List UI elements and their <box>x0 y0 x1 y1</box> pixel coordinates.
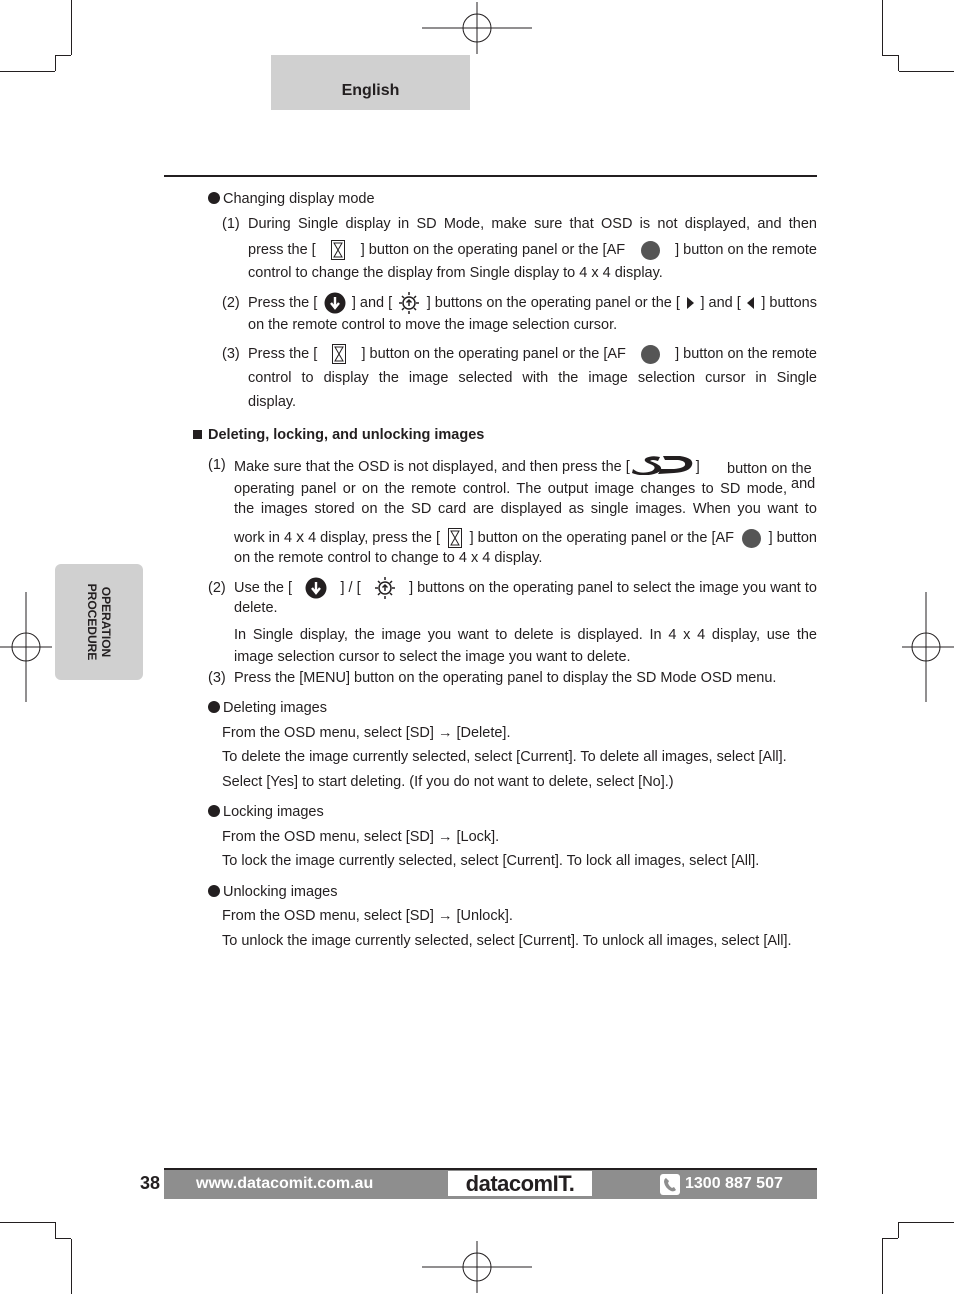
datacomit-logo: datacomIT. <box>448 1171 592 1196</box>
unlocking-heading-text: Unlocking images <box>223 884 338 900</box>
unlocking-line1: From the OSD menu, select [SD] → [Unlock]. <box>222 908 513 924</box>
s1-item3-line3: display. <box>248 394 297 410</box>
sd-logo-icon <box>630 453 696 475</box>
phone-icon <box>660 1174 680 1195</box>
select-button-icon <box>448 528 462 548</box>
s2-i1-l1a: Make sure that the OSD is not displayed, and then press the [ <box>234 459 630 475</box>
section2-heading <box>193 423 484 447</box>
s1-item1-line3: control to change the display from Single display to 4 x 4 display. <box>248 265 663 281</box>
s1-i1-l2b: ] button on the operating panel or the [AF <box>360 242 626 258</box>
down-arrow-button-icon <box>305 577 327 599</box>
section2-heading-text: Deleting, locking, and unlocking images <box>208 427 485 443</box>
s2-item3-num: (3) <box>208 670 226 686</box>
locking-line1: From the OSD menu, select [SD] → [Lock]. <box>222 829 500 845</box>
s1-i2-l1e: ] buttons <box>761 295 817 311</box>
locking-heading <box>208 800 324 824</box>
s1-i1-l2a: press the [ <box>248 242 316 258</box>
side-label-line2: PROCEDURE <box>85 583 99 661</box>
deleting-line3: Select [Yes] to start deleting. (If you do not want to delete, select [No].) <box>222 774 674 790</box>
s1-item1-line1: During Single display in SD Mode, make sure that OSD is not displayed, and then <box>248 216 817 232</box>
s2-item2-num: (2) <box>208 580 226 596</box>
s2-item1-line2-tail: and <box>791 476 816 492</box>
up-arrow-sun-icon <box>398 291 420 315</box>
af-button-icon <box>641 345 660 364</box>
s1-i2-l1c: ] buttons on the operating panel or the [ <box>426 295 680 311</box>
registration-mark-right <box>898 592 954 702</box>
s2-i2-l1c: ] buttons on the operating panel to select the image you want to <box>409 580 817 596</box>
s2-i1-l1b: ] <box>695 459 700 475</box>
square-bullet-icon <box>193 430 202 439</box>
s2-item1-line5: on the remote control to change to 4 x 4 display. <box>234 550 543 566</box>
bullet-icon <box>208 885 220 897</box>
s2-item1-line1-tail: button on the <box>727 461 812 477</box>
deleting-line2: To delete the image currently selected, select [Current]. To delete all images, select [All]. <box>222 749 787 765</box>
s2-item1-num: (1) <box>208 457 226 473</box>
s1-item2-line2: on the remote control to move the image selection cursor. <box>248 317 618 333</box>
s1-item3-line2: control to display the image selected with the image selection cursor in Single <box>248 370 817 386</box>
deleting-line1: From the OSD menu, select [SD] → [Delete]. <box>222 725 511 741</box>
s1-item2-num: (2) <box>222 295 240 311</box>
registration-mark-left <box>0 592 56 702</box>
s1-item3-line1 <box>248 342 817 366</box>
bullet-icon <box>208 192 220 204</box>
section1-heading-text: Changing display mode <box>223 191 375 207</box>
deleting-heading-text: Deleting images <box>223 700 327 716</box>
registration-mark-bottom <box>422 1237 532 1293</box>
unlocking-heading <box>208 880 337 904</box>
side-label-line1: OPERATION <box>99 586 113 658</box>
down-arrow-button-icon <box>324 292 346 314</box>
locking-heading-text: Locking images <box>223 804 324 820</box>
s2-item2-line2: delete. <box>234 600 278 616</box>
deleting-heading <box>208 696 327 720</box>
s1-i3-l1a: Press the [ <box>248 346 318 362</box>
bullet-icon <box>208 701 220 713</box>
s1-item1-line2 <box>248 238 817 262</box>
header-rule <box>164 175 817 177</box>
s2-item1-line3: the images stored on the SD card are displayed as single images. When you want to <box>234 501 817 517</box>
s2-i1-l4c: ] button on the operating panel or the [AF <box>469 530 735 546</box>
s2-i1-l4a: work in 4 <box>234 530 293 546</box>
s2-item2-line1 <box>234 576 817 600</box>
bullet-icon <box>208 805 220 817</box>
select-button-icon <box>331 240 345 260</box>
s2-item2-para-line1: In Single display, the image you want to delete is displayed. In 4 x 4 display, use the <box>234 627 817 643</box>
s2-item3-text: Press the [MENU] button on the operating panel to display the SD Mode OSD menu. <box>234 670 777 686</box>
language-tab: English <box>271 55 470 110</box>
s1-i2-l1d: ] and [ <box>700 295 741 311</box>
s2-i1-l4x: x <box>296 529 305 546</box>
footer-phone-number[interactable]: 1300 887 507 <box>685 1175 783 1192</box>
side-section-label <box>85 584 113 661</box>
s1-item1-num: (1) <box>222 216 240 232</box>
af-button-icon <box>742 529 761 548</box>
s2-i1-l4d: ] button <box>768 530 817 546</box>
s1-i1-l2c: ] button on the remote <box>675 242 817 258</box>
s1-i3-l1c: ] button on the remote <box>675 346 817 362</box>
s2-i2-l1b: ] / [ <box>340 580 361 596</box>
s1-item3-num: (3) <box>222 346 240 362</box>
s2-item1-line1 <box>234 453 700 479</box>
s1-item2-line1 <box>248 291 817 315</box>
locking-line2: To lock the image currently selected, select [Current]. To lock all images, select [All]. <box>222 853 760 869</box>
page-number: 38 <box>140 1173 161 1193</box>
s2-i1-l4b: 4 display, press the [ <box>308 530 441 546</box>
s2-item2-para-line2: image selection cursor to select the image you want to delete. <box>234 649 631 665</box>
s2-item1-line2: operating panel or on the remote control. The output image changes to SD mode, <box>234 481 787 497</box>
select-button-icon <box>332 344 346 364</box>
s2-i2-l1a: Use the [ <box>234 580 293 596</box>
right-triangle-icon <box>686 297 694 309</box>
s1-i3-l1b: ] button on the operating panel or the [AF <box>361 346 626 362</box>
af-button-icon <box>641 241 660 260</box>
s1-i2-l1b: ] and [ <box>351 295 393 311</box>
registration-mark-top <box>422 2 532 58</box>
s1-i2-l1a: Press the [ <box>248 295 318 311</box>
up-arrow-sun-icon <box>374 576 396 600</box>
section1-heading <box>208 187 375 211</box>
unlocking-line2: To unlock the image currently selected, select [Current]. To unlock all images, select [All]. <box>222 933 792 949</box>
footer-url-link[interactable]: www.datacomit.com.au <box>196 1175 374 1192</box>
left-triangle-icon <box>747 297 755 309</box>
